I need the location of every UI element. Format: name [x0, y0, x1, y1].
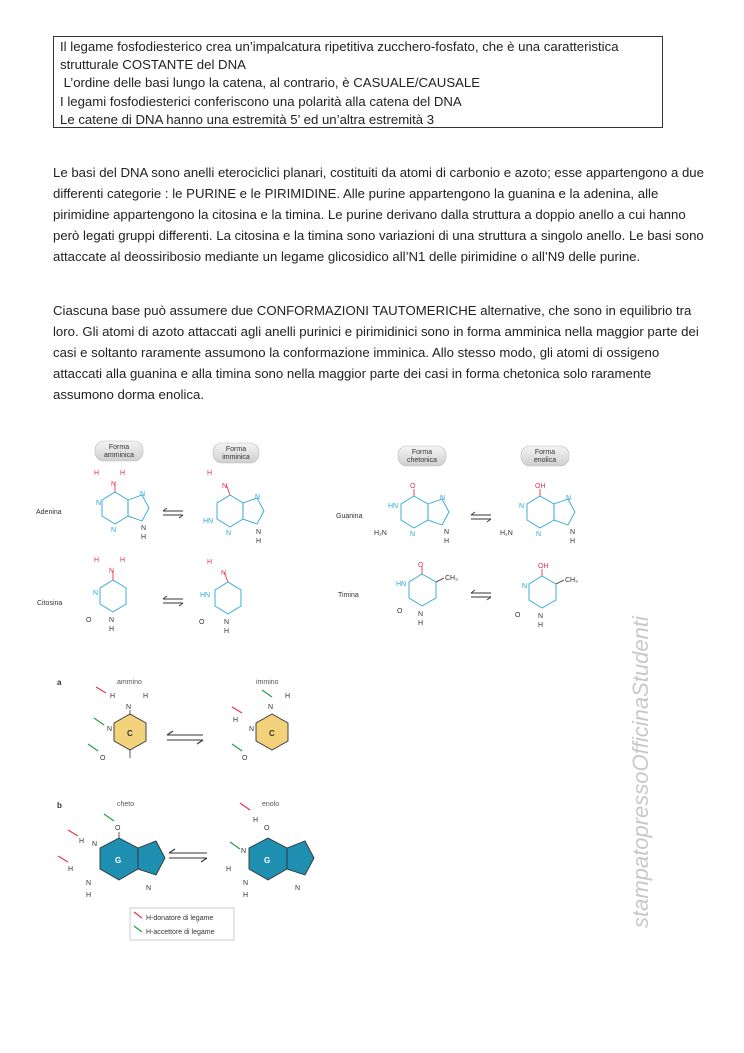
atom-h: H — [207, 559, 213, 566]
cytosine-imino-ring — [256, 714, 288, 750]
atom-n: N — [224, 619, 230, 626]
atom-n: N — [109, 568, 115, 575]
equilibrium-arrow-icon — [167, 731, 203, 744]
atom-h: H — [141, 534, 147, 541]
atom-hn: HN — [388, 503, 399, 510]
atom-h: H — [233, 717, 239, 724]
atom-h: H — [79, 838, 85, 845]
atom-o: O — [86, 617, 92, 624]
atom-o: O — [397, 608, 403, 615]
atom-o: O — [242, 755, 248, 762]
atom-h2n: H₂N — [500, 530, 513, 537]
svg-text:amminica: amminica — [104, 452, 134, 459]
atom-h: H — [143, 693, 149, 700]
atom-o: O — [115, 825, 121, 832]
atom-h: H — [94, 470, 100, 477]
donor-arrow-icon — [240, 803, 250, 810]
watermark-text: stampatopressoOfficinaStudenti — [628, 616, 653, 928]
atom-n: N — [92, 841, 98, 848]
atom-h: H — [120, 557, 126, 564]
atom-h: H — [444, 538, 450, 545]
watermark — [617, 540, 657, 930]
label-cheto: cheto — [117, 801, 135, 808]
legend-acceptor: H-accettore di legame — [146, 929, 215, 936]
atom-h: H — [285, 693, 291, 700]
atom-n: N — [111, 527, 117, 534]
atom-ch3: CH₃ — [565, 577, 578, 584]
atom-n: N — [96, 500, 102, 507]
equilibrium-arrow-icon — [163, 508, 183, 518]
cytosine-imino-structure — [215, 572, 241, 614]
donor-arrow-icon — [58, 856, 68, 862]
atom-n: N — [570, 529, 576, 536]
summary-line: I legami fosfodiesterici conferiscono una polarità alla catena del DNA — [60, 93, 462, 109]
ring-label: G — [115, 856, 122, 865]
atom-n: N — [444, 529, 450, 536]
svg-text:Forma: Forma — [225, 446, 247, 453]
label-enolo: enolo — [262, 801, 280, 808]
atom-n: N — [249, 726, 255, 733]
label-ammino: ammino — [117, 679, 142, 686]
atom-h: H — [226, 866, 232, 873]
summary-line: Il legame fosfodiesterico crea un’impalcatura ripetitiva zucchero-fosfato, che è una caratteristica — [60, 39, 619, 54]
atom-hn: HN — [200, 592, 211, 599]
svg-text:Forma: Forma — [108, 444, 130, 451]
label-adenina: Adenina — [36, 509, 62, 516]
atom-n: N — [86, 880, 92, 887]
equilibrium-arrow-icon — [169, 849, 207, 862]
summary-line: strutturale COSTANTE del DNA — [60, 57, 246, 73]
atom-oh: OH — [538, 563, 549, 570]
svg-text:Forma: Forma — [534, 449, 556, 456]
atom-n: N — [295, 885, 301, 892]
atom-h: H — [256, 538, 262, 545]
acceptor-arrow-icon — [232, 744, 242, 751]
atom-hn: HN — [396, 581, 407, 588]
acceptor-arrow-icon — [88, 744, 98, 751]
atom-n: N — [538, 613, 544, 620]
label-guanina: Guanina — [336, 513, 363, 520]
thymine-enol-structure — [529, 569, 564, 608]
acceptor-arrow-icon — [94, 718, 104, 725]
label-timina: Timina — [338, 592, 359, 599]
atom-n: N — [109, 617, 115, 624]
equilibrium-arrow-icon — [163, 596, 183, 606]
equilibrium-arrow-icon — [471, 512, 491, 522]
adenine-imino-structure — [217, 484, 264, 527]
atom-h: H — [207, 470, 213, 477]
ring-label: G — [264, 856, 271, 865]
cytosine-amino-ring — [114, 714, 146, 750]
atom-h: H — [86, 892, 92, 899]
badge-imminica — [213, 443, 259, 463]
atom-n: N — [93, 590, 99, 597]
atom-o: O — [418, 562, 424, 569]
atom-oh: OH — [535, 483, 546, 490]
atom-h: H — [418, 620, 424, 627]
atom-h: H — [224, 628, 230, 635]
atom-o: O — [264, 825, 270, 832]
legend-donor: H-donatore di legame — [146, 915, 214, 922]
ring-label: C — [269, 729, 275, 738]
panel-b-letter: b — [57, 801, 62, 810]
guanine-keto-ring — [100, 838, 165, 880]
svg-text:enolica: enolica — [533, 457, 557, 464]
acceptor-arrow-icon — [230, 842, 240, 849]
badge-amminica — [95, 441, 143, 461]
atom-n: N — [226, 530, 232, 537]
summary-line: Le catene di DNA hanno una estremità 5’ ed un’altra estremità 3 — [60, 111, 435, 127]
atom-n: N — [256, 529, 262, 536]
atom-n: N — [418, 611, 424, 618]
guanine-enol-ring — [249, 838, 314, 880]
badge-enolica — [521, 446, 569, 466]
ring-label: C — [127, 729, 133, 738]
atom-o: O — [199, 619, 205, 626]
atom-n: N — [410, 531, 416, 538]
atom-n: N — [107, 726, 113, 733]
atom-n: N — [141, 525, 147, 532]
atom-n: N — [221, 570, 227, 577]
label-immino: immino — [256, 679, 279, 686]
atom-n: N — [111, 481, 117, 488]
atom-o: O — [515, 612, 521, 619]
atom-h: H — [109, 626, 115, 633]
atom-n: N — [566, 495, 572, 502]
donor-arrow-icon — [96, 687, 106, 693]
paragraph-bases: Le basi del DNA sono anelli eterociclici planari, costituiti da atomi di carbonio e azoto; esse appartengono a due differenti categorie : le PURINE e le PIRIMIDINE. Alle purine appartengono la guanina e la adenina, alle pirimidine appartengono la citosina e la timina. Le purine derivano dalla struttura a doppio anello a cui hanno però legati gruppi differenti. La citosina e la timina sono variazioni di una struttura a singolo anello. Le basi sono attaccate al deossiribosio mediante un legame glicosidico all’N1 delle pirimidine o all’N9 delle purine. — [53, 165, 704, 264]
atom-h: H — [68, 866, 74, 873]
acceptor-arrow-icon — [262, 690, 272, 697]
atom-h: H — [538, 622, 544, 629]
atom-n: N — [519, 503, 525, 510]
atom-h: H — [243, 892, 249, 899]
label-citosina: Citosina — [37, 600, 63, 607]
atom-n: N — [536, 531, 542, 538]
atom-ch3: CH₃ — [445, 575, 458, 582]
atom-n: N — [268, 704, 274, 711]
paragraph-tautomers: Ciascuna base può assumere due CONFORMAZIONI TAUTOMERICHE alternative, che sono in equilibrio tra loro. Gli atomi di azoto attaccati agli anelli purinici e pirimidinici sono in forma amminica nella maggior parte dei casi e soltanto raramente assumono la conformazione imminica. Allo stesso modo, gli atomi di ossigeno attaccati alla guanina e alla timina sono nella maggior parte dei casi in forma chetonica solo raramente assumono dorma enolica. — [53, 303, 699, 402]
atom-n: N — [243, 880, 249, 887]
summary-line: L’ordine delle basi lungo la catena, al contrario, è CASUALE/CAUSALE — [60, 75, 481, 91]
atom-n: N — [126, 704, 132, 711]
atom-n: N — [140, 491, 146, 498]
donor-arrow-icon — [232, 707, 242, 713]
donor-arrow-icon — [68, 830, 78, 836]
cytosine-amino-structure — [100, 570, 126, 612]
svg-text:imminica: imminica — [222, 454, 250, 461]
atom-n: N — [255, 494, 261, 501]
atom-h: H — [110, 693, 116, 700]
svg-text:Forma: Forma — [411, 449, 433, 456]
atom-h: H — [94, 557, 100, 564]
atom-o: O — [410, 483, 416, 490]
adenine-amino-structure — [102, 482, 149, 524]
atom-h2n: H₂N — [374, 530, 387, 537]
badge-chetonica — [398, 446, 446, 466]
atom-n: N — [241, 848, 247, 855]
atom-o: O — [100, 755, 106, 762]
svg-text:chetonica: chetonica — [407, 457, 437, 464]
panel-a-letter: a — [57, 678, 62, 687]
atom-h: H — [570, 538, 576, 545]
atom-n: N — [146, 885, 152, 892]
equilibrium-arrow-icon — [471, 590, 491, 600]
atom-n: N — [522, 583, 528, 590]
atom-h: H — [253, 817, 259, 824]
atom-h: H — [120, 470, 126, 477]
atom-n: N — [222, 483, 228, 490]
acceptor-arrow-icon — [104, 814, 114, 821]
thymine-keto-structure — [409, 567, 444, 606]
atom-hn: HN — [203, 518, 214, 525]
atom-n: N — [440, 495, 446, 502]
legend — [130, 908, 234, 940]
